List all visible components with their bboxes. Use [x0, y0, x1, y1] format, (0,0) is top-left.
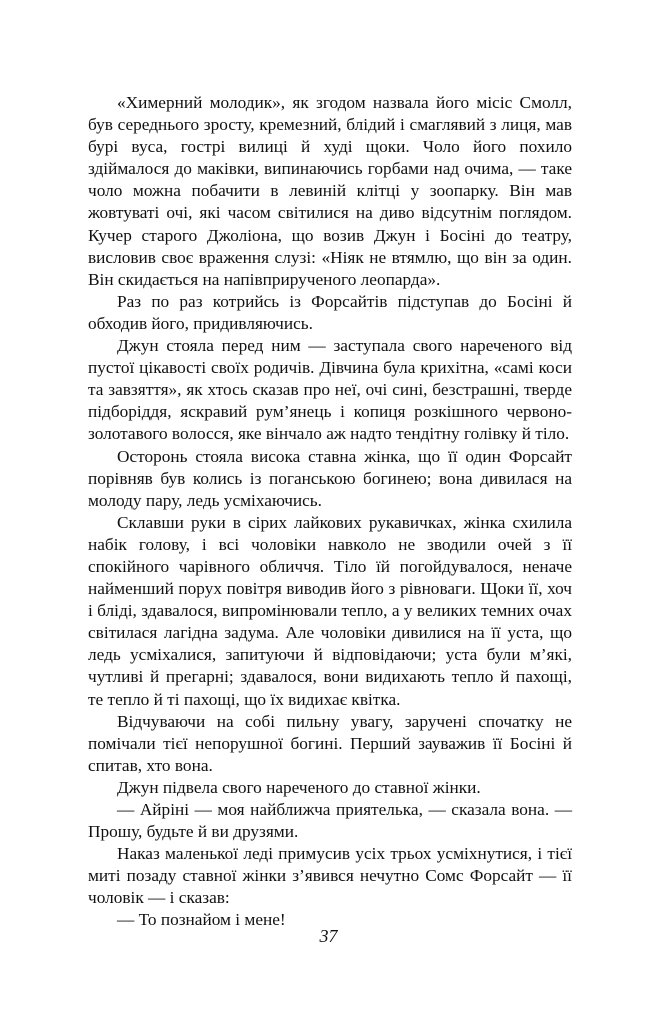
paragraph-3: Джун стояла перед ним — заступала свого нареченого від пустої цікавості своїх родичів. Дівчина була крихітна, «самі коси та завзяття», як хтось сказав про неї, очі сині, безстрашні, тверде підборіддя, яскравий рум’янець і копиця розкішного червоно-золотавого волосся, яке вінчало аж надто тендітну голівку й тіло.	[88, 336, 572, 444]
paragraph-7: Джун підвела свого нареченого до ставної жінки.	[117, 777, 481, 797]
paragraph-5: Склавши руки в сірих лайкових рукавичках, жінка схилила набік голову, і всі чоловіки навколо не зводили очей з її спокійного чарівного обличчя. Тіло їй погойдувалося, неначе найменший порух повітря виводив його з рівноваги. Щоки її, хоч і бліді, здавалося, випромінювали тепло, а у великих темних очах світилася лагідна задума. Але чоловіки дивилися на її уста, що ледь усміхалися, запитуючи й відповідаючи; уста були м’які, чутливі й прегарні; здавалося, вони видихають тепло й пахощі, те тепло й ті пахощі, що їх видихає квітка.	[88, 512, 572, 709]
paragraph-1: «Химерний молодик», як згодом назвала його місіс Смолл, був середнього зросту, кремезний, блідий і смаглявий з лиця, мав бурі вуса, гострі вилиці й худі щоки. Чоло його похило здіймалося до маківки, випинаючись горбами над очима, — таке чоло можна побачити в левиній клітці у зоопарку. Він мав жовтуваті очі, які часом світилися на диво відсутнім поглядом. Кучер старого Джоліона, що возив Джун і Босіні до театру, висловив своє враження слузі: «Ніяк не втямлю, що він за один. Він скидається на напівприрученого леопарда».	[88, 93, 572, 289]
page-body	[88, 92, 572, 932]
paragraph-9: Наказ маленької леді примусив усіх трьох усміхнутися, і тієї миті позаду ставної жінки з’явився нечутно Сомс Форсайт — її чоловік — і сказав:	[88, 844, 572, 908]
paragraph-4: Осторонь стояла висока ставна жінка, що її один Форсайт порівняв був колись із поганською богинею; вона дивилася на молоду пару, ледь усміхаючись.	[88, 446, 572, 510]
paragraph-2: Раз по раз котрийсь із Форсайтів підступав до Босіні й обходив його, придивляючись.	[88, 291, 572, 333]
paragraph-10: — То познайом і мене!	[117, 910, 286, 930]
paragraph-6: Відчуваючи на собі пильну увагу, заручені спочатку не помічали тієї непорушної богині. Перший зауважив її Босіні й спитав, хто вона.	[88, 711, 572, 775]
paragraph-8: — Айріні — моя найближча приятелька, — сказала вона. — Прошу, будьте й ви друзями.	[88, 800, 572, 842]
page-number: 37	[319, 926, 338, 946]
